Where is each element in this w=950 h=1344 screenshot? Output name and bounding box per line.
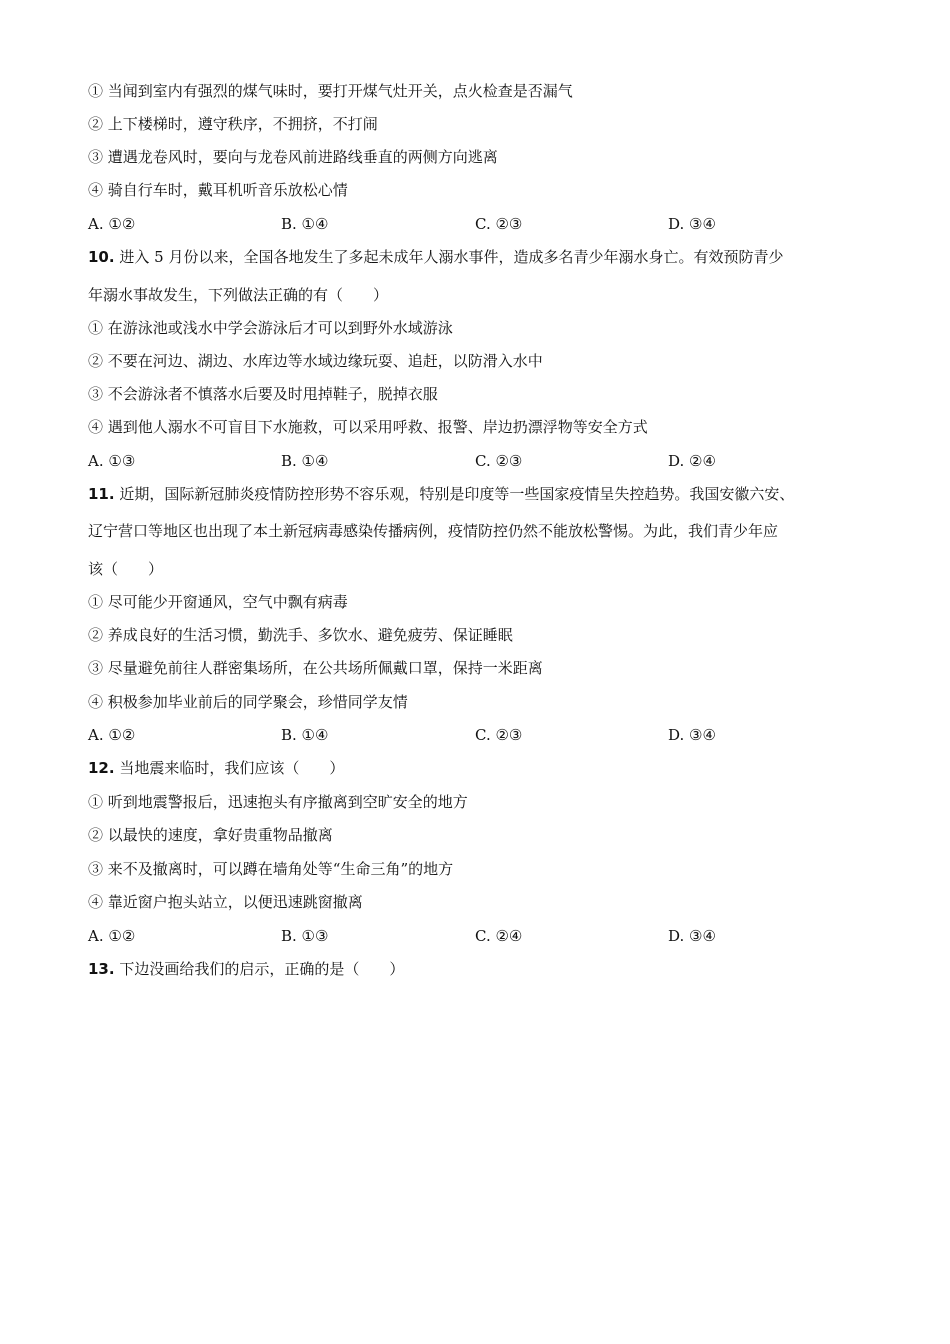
q9-item-1: ① 当闻到室内有强烈的煤气味时，要打开煤气灶开关，点火检查是否漏气 [88,82,573,100]
q12-options [0,926,950,946]
q11-option-d: D. ③④ [668,726,716,744]
q12-number: 12. [88,759,115,777]
q11-item-3: ③ 尽量避免前往人群密集场所，在公共场所佩戴口罩，保持一米距离 [88,659,543,677]
q12-item-2: ② 以最快的速度，拿好贵重物品撤离 [88,826,333,844]
q13-stem-line-1 [88,959,404,979]
q12-option-d: D. ③④ [668,927,716,945]
q9-item-3: ③ 遭遇龙卷风时，要向与龙卷风前进路线垂直的两侧方向逃离 [88,148,498,166]
q10-option-c: C. ②③ [475,452,523,470]
q10-stem-line-2: 年溺水事故发生，下列做法正确的有（ ） [88,286,389,304]
q11-stem-line-3: 该（ ） [88,560,164,578]
q11-option-b: B. ①④ [281,726,329,744]
q10-stem-text-1: 进入 5 月份以来，全国各地发生了多起未成年人溺水事件，造成多名青少年溺水身亡。有效预防青少 [119,248,784,266]
q9-options [0,214,950,234]
q10-option-b: B. ①④ [281,452,329,470]
q9-item-4: ④ 骑自行车时，戴耳机听音乐放松心情 [88,181,348,199]
q11-stem-line-1 [88,484,794,504]
q10-options [0,451,950,471]
q10-item-2: ② 不要在河边、湖边、水库边等水域边缘玩耍、追赶，以防滑入水中 [88,352,543,370]
q10-option-a: A. ①③ [88,452,136,470]
q12-item-1: ① 听到地震警报后，迅速抱头有序撤离到空旷安全的地方 [88,793,468,811]
q10-option-d: D. ②④ [668,452,716,470]
q12-stem-line-1 [88,758,344,778]
q9-option-b: B. ①④ [281,215,329,233]
q12-option-a: A. ①② [88,927,136,945]
q10-stem-line-1 [88,247,783,267]
q9-option-a: A. ①② [88,215,136,233]
q11-item-4: ④ 积极参加毕业前后的同学聚会，珍惜同学友情 [88,693,408,711]
q10-item-4: ④ 遇到他人溺水不可盲目下水施救，可以采用呼救、报警、岸边扔漂浮物等安全方式 [88,418,648,436]
q11-option-c: C. ②③ [475,726,523,744]
q10-item-1: ① 在游泳池或浅水中学会游泳后才可以到野外水域游泳 [88,319,453,337]
q9-option-c: C. ②③ [475,215,523,233]
q11-options [0,725,950,745]
q9-option-d: D. ③④ [668,215,716,233]
q10-number: 10. [88,248,115,266]
q11-option-a: A. ①② [88,726,136,744]
q9-item-2: ② 上下楼梯时，遵守秩序，不拥挤，不打闹 [88,115,378,133]
q12-stem-text-1: 当地震来临时，我们应该（ ） [119,759,345,777]
q11-item-1: ① 尽可能少开窗通风，空气中飘有病毒 [88,593,348,611]
q13-stem-text-1: 下边没画给我们的启示，正确的是（ ） [119,960,405,978]
q11-number: 11. [88,485,115,503]
q10-item-3: ③ 不会游泳者不慎落水后要及时甩掉鞋子，脱掉衣服 [88,385,438,403]
q12-option-b: B. ①③ [281,927,329,945]
q11-stem-text-1: 近期，国际新冠肺炎疫情防控形势不容乐观，特别是印度等一些国家疫情呈失控趋势。我国安徽六安、 [119,485,795,503]
q12-item-4: ④ 靠近窗户抱头站立，以便迅速跳窗撤离 [88,893,363,911]
q11-stem-line-2: 辽宁营口等地区也出现了本土新冠病毒感染传播病例，疫情防控仍然不能放松警惕。为此，我们青少年应 [88,522,779,540]
q11-item-2: ② 养成良好的生活习惯，勤洗手、多饮水、避免疲劳、保证睡眠 [88,626,513,644]
q12-item-3: ③ 来不及撤离时，可以蹲在墙角处等“生命三角”的地方 [88,860,454,878]
q12-option-c: C. ②④ [475,927,523,945]
q13-number: 13. [88,960,115,978]
